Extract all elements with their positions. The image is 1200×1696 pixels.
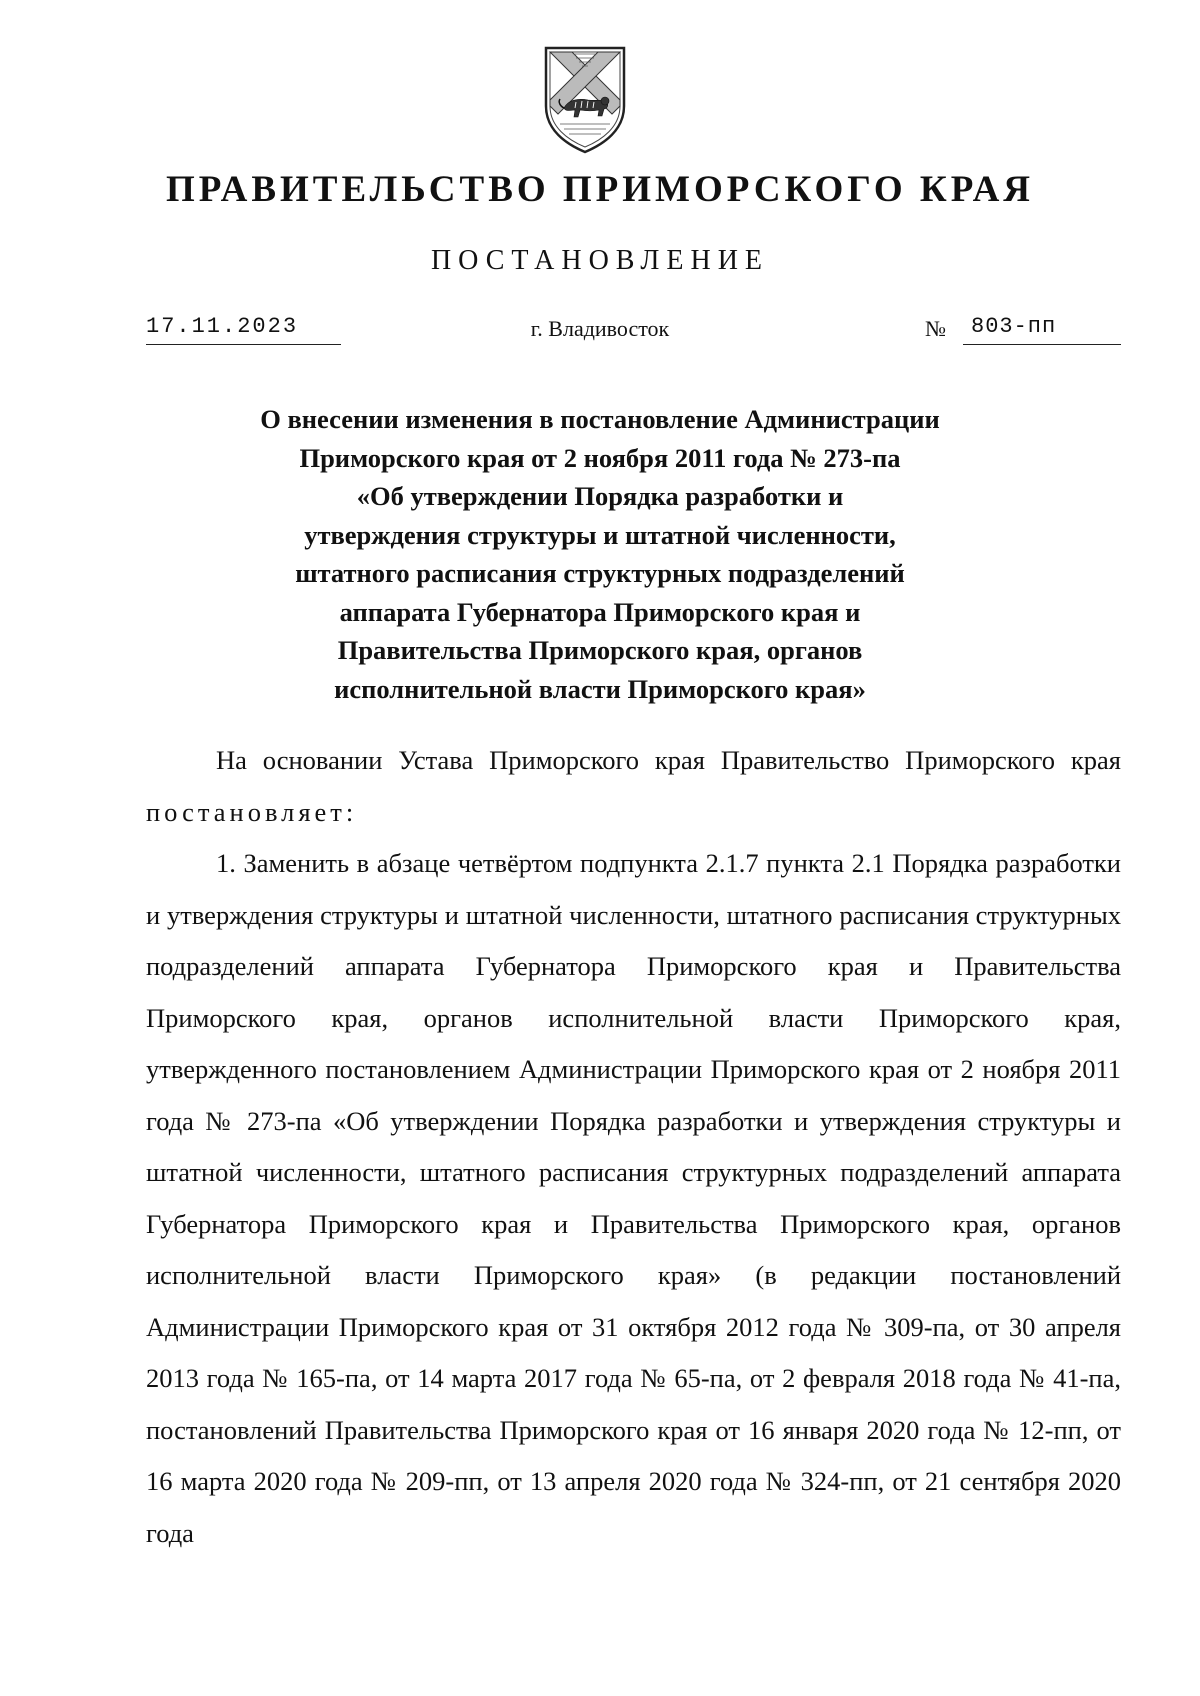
heading-line: аппарата Губернатора Приморского края и [339, 596, 861, 627]
heading-line: исполнительной власти Приморского края» [334, 673, 866, 704]
heading-line: Правительства Приморского края, органов [337, 635, 863, 665]
body-paragraph-preamble [146, 735, 1121, 838]
heading-line: Приморского края от 2 ноября 2011 года № 273-па [299, 442, 901, 473]
primorsky-krai-coat-of-arms-icon [542, 44, 628, 156]
heading-line: «Об утверждении Порядка разработки и [356, 481, 844, 511]
number-sign: № [925, 316, 946, 341]
document-date: 17.11.2023 [146, 312, 341, 345]
heading-line: О внесении изменения в постановление Администрации [260, 404, 940, 434]
resolves-word: постановляет: [146, 796, 358, 827]
document-type: ПОСТАНОВЛЕНИЕ [430, 245, 770, 276]
heading-line: штатного расписания структурных подразделений [295, 558, 905, 588]
heading-line: утверждения структуры и штатной численности, [304, 519, 896, 550]
document-body [146, 735, 1121, 1559]
document-heading [120, 400, 1080, 708]
document-number: 803-пп [963, 312, 1121, 345]
government-title: ПРАВИТЕЛЬСТВО ПРИМОРСКОГО КРАЯ [165, 169, 1035, 210]
preamble-text: На основании Устава Приморского края Правительство Приморского края [216, 745, 1121, 775]
document-city: г. Владивосток [530, 316, 670, 341]
body-paragraph-item-1: 1. Заменить в абзаце четвёртом подпункта 2.1.7 пункта 2.1 Порядка разработки и утверждения структуры и штатной численности, штатного расписания структурных подразделений аппарата Губернатора Приморского края и Правительства Приморского края, органов исполнительной власти Приморского края, утвержденного постановлением Администрации Приморского края от 2 ноября 2011 года № 273-па «Об утверждении Порядка разработки и утверждения структуры и штатной численности, штатного расписания структурных подразделений аппарата Губернатора Приморского края и Правительства Приморского края, органов исполнительной власти Приморского края» (в редакции постановлений Администрации Приморского края от 31 октября 2012 года № 309-па, от 30 апреля 2013 года № 165-па, от 14 марта 2017 года № 65-па, от 2 февраля 2018 года № 41-па, постановлений Правительства Приморского края от 16 января 2020 года № 12-пп, от 16 марта 2020 года № 209-пп, от 13 апреля 2020 года № 324-пп, от 21 сентября 2020 года [146, 848, 1121, 1548]
